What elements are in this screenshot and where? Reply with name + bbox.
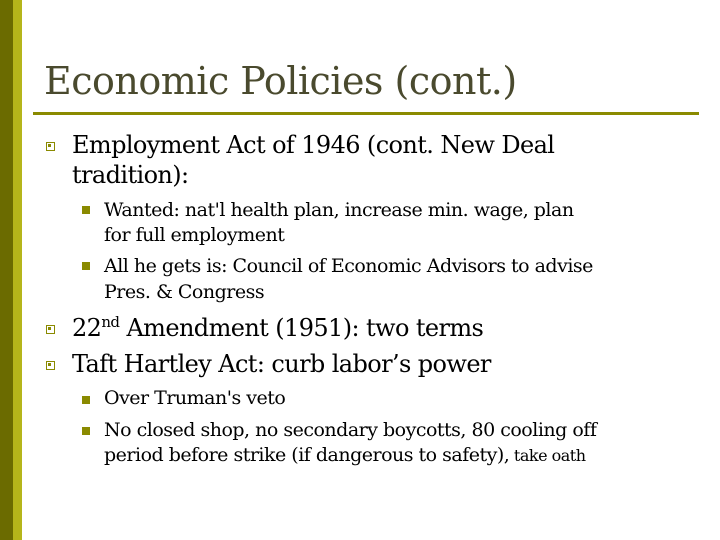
bullet-square-icon	[46, 142, 55, 151]
sidebar-dark-stripe	[0, 0, 13, 540]
bullet-square-icon	[46, 361, 55, 370]
sidebar-light-stripe	[13, 0, 22, 540]
sub-bullet-3-2-line-2: period before strike (if dangerous to safety), take oath	[104, 444, 586, 466]
sub-bullet-1-1-line-1: Wanted: nat'l health plan, increase min. wage, plan	[104, 199, 574, 221]
slide-title: Economic Policies (cont.)	[44, 59, 517, 103]
sub-bullet-1-2-line-2: Pres. & Congress	[104, 281, 265, 303]
bullet-1-line-1: Employment Act of 1946 (cont. New Deal	[72, 131, 555, 159]
sub-bullet-1-1-line-2: for full employment	[104, 224, 285, 246]
title-underline	[33, 112, 699, 115]
bullet-2: 22nd Amendment (1951): two terms	[72, 313, 484, 342]
sub-bullet-square-icon	[82, 396, 90, 404]
sub-bullet-square-icon	[82, 427, 90, 435]
sub-bullet-1-2-line-1: All he gets is: Council of Economic Advisors to advise	[104, 255, 593, 277]
bullet-square-icon	[46, 325, 55, 334]
bullet-3-line-1: Taft Hartley Act: curb labor’s power	[72, 350, 491, 378]
bullet-1-line-2: tradition):	[72, 161, 189, 189]
sub-bullet-square-icon	[82, 206, 90, 214]
sub-bullet-3-1: Over Truman's veto	[104, 387, 286, 409]
sub-bullet-3-2-line-1: No closed shop, no secondary boycotts, 80 cooling off	[104, 419, 597, 441]
sub-bullet-square-icon	[82, 262, 90, 270]
